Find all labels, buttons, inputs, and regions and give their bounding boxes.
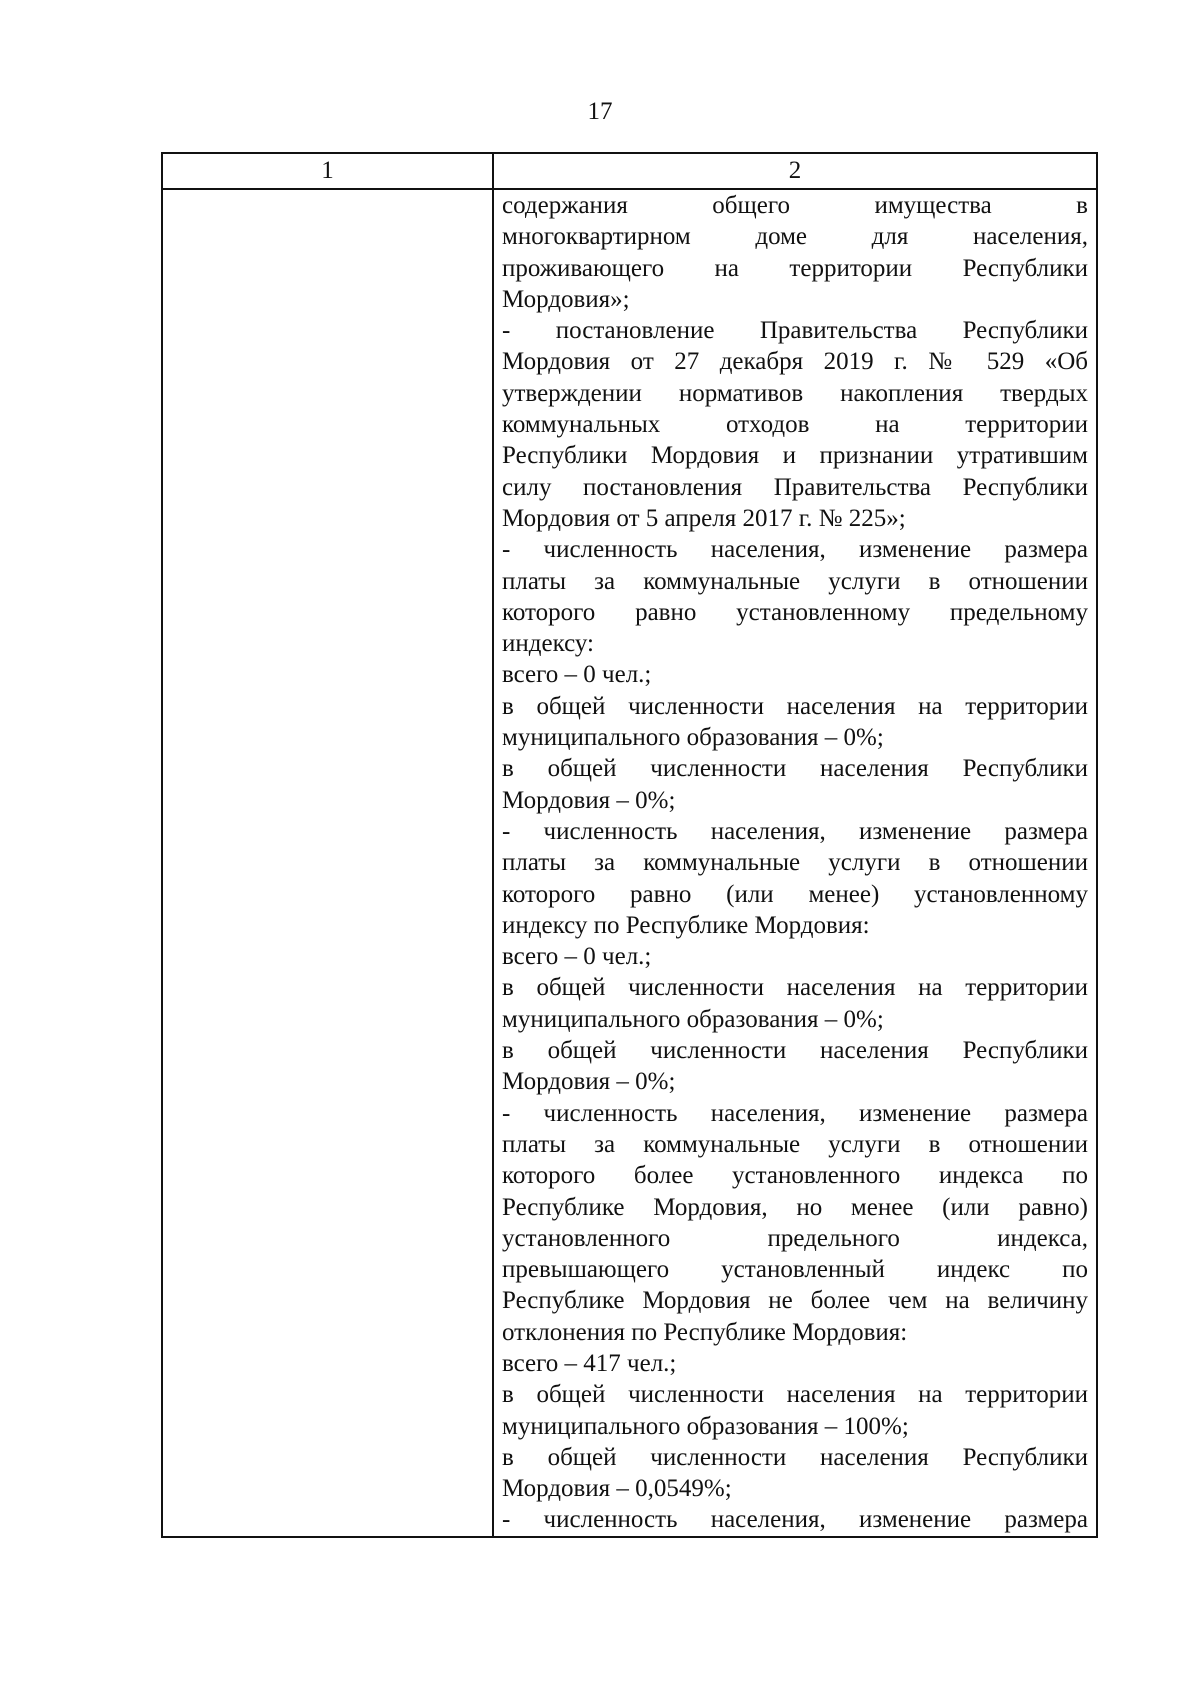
text-line: Мордовия – 0%; <box>502 1068 676 1096</box>
table-cell-column-2 <box>502 190 1088 1536</box>
text-line: - постановление Правительства Республики <box>502 317 1088 345</box>
text-line: многоквартирном доме для населения, <box>502 223 1088 251</box>
text-line: в общей численности населения на территории <box>502 974 1088 1002</box>
column-divider <box>492 154 494 1536</box>
text-line: Мордовия»; <box>502 285 630 313</box>
text-line: в общей численности населения Республики <box>502 1037 1088 1065</box>
text-line: коммунальных отходов на территории <box>502 411 1088 439</box>
text-line: индексу по Республике Мордовия: <box>502 911 870 939</box>
text-line: содержания общего имущества в <box>502 192 1088 219</box>
text-line: платы за коммунальные услуги в отношении <box>502 567 1088 595</box>
text-line: превышающего установленный индекс по <box>502 1256 1088 1284</box>
text-line: - численность населения, изменение размера <box>502 817 1088 845</box>
text-line: платы за коммунальные услуги в отношении <box>502 849 1088 877</box>
text-line: утверждении нормативов накопления твердых <box>502 379 1088 407</box>
text-line: муниципального образования – 100%; <box>502 1412 909 1440</box>
text-line: силу постановления Правительства Республики <box>502 473 1088 501</box>
text-line: Республике Мордовия, но менее (или равно) <box>502 1193 1088 1221</box>
page-number: 17 <box>587 98 613 125</box>
text-line: проживающего на территории Республики <box>502 254 1088 282</box>
text-line: в общей численности населения на территории <box>502 1381 1088 1409</box>
text-line: платы за коммунальные услуги в отношении <box>502 1130 1088 1158</box>
text-line: Республики Мордовия и признании утратившим <box>502 442 1088 470</box>
text-line: в общей численности населения Республики <box>502 755 1088 783</box>
text-line: которого равно (или менее) установленному <box>502 880 1088 908</box>
text-line: которого равно установленному предельному <box>502 598 1088 626</box>
text-line: - численность населения, изменение размера <box>502 1506 1088 1534</box>
text-line: - численность населения, изменение размера <box>502 1099 1088 1127</box>
text-line: Мордовия от 27 декабря 2019 г. № 529 «Об <box>502 348 1088 376</box>
text-line: всего – 0 чел.; <box>502 661 652 689</box>
text-line: в общей численности населения Республики <box>502 1443 1088 1471</box>
text-line: муниципального образования – 0%; <box>502 724 884 752</box>
text-line: Республике Мордовия не более чем на величину <box>502 1287 1088 1315</box>
text-line: индексу: <box>502 630 594 658</box>
text-line: отклонения по Республике Мордовия: <box>502 1318 908 1346</box>
table-header-row <box>163 154 1096 190</box>
text-line: всего – 0 чел.; <box>502 943 652 971</box>
text-line: в общей численности населения на территории <box>502 692 1088 720</box>
text-line: Мордовия – 0%; <box>502 786 676 814</box>
header-cell-column-2: 2 <box>788 157 802 184</box>
text-line: установленного предельного индекса, <box>502 1224 1088 1252</box>
text-line: муниципального образования – 0%; <box>502 1005 884 1033</box>
text-line: - численность населения, изменение размера <box>502 536 1088 564</box>
text-line: которого более установленного индекса по <box>502 1162 1088 1190</box>
text-line: Мордовия от 5 апреля 2017 г. № 225»; <box>502 504 906 532</box>
text-line: всего – 417 чел.; <box>502 1349 677 1377</box>
text-line: Мордовия – 0,0549%; <box>502 1475 732 1503</box>
document-table <box>161 152 1098 1538</box>
header-cell-column-1: 1 <box>321 157 334 184</box>
